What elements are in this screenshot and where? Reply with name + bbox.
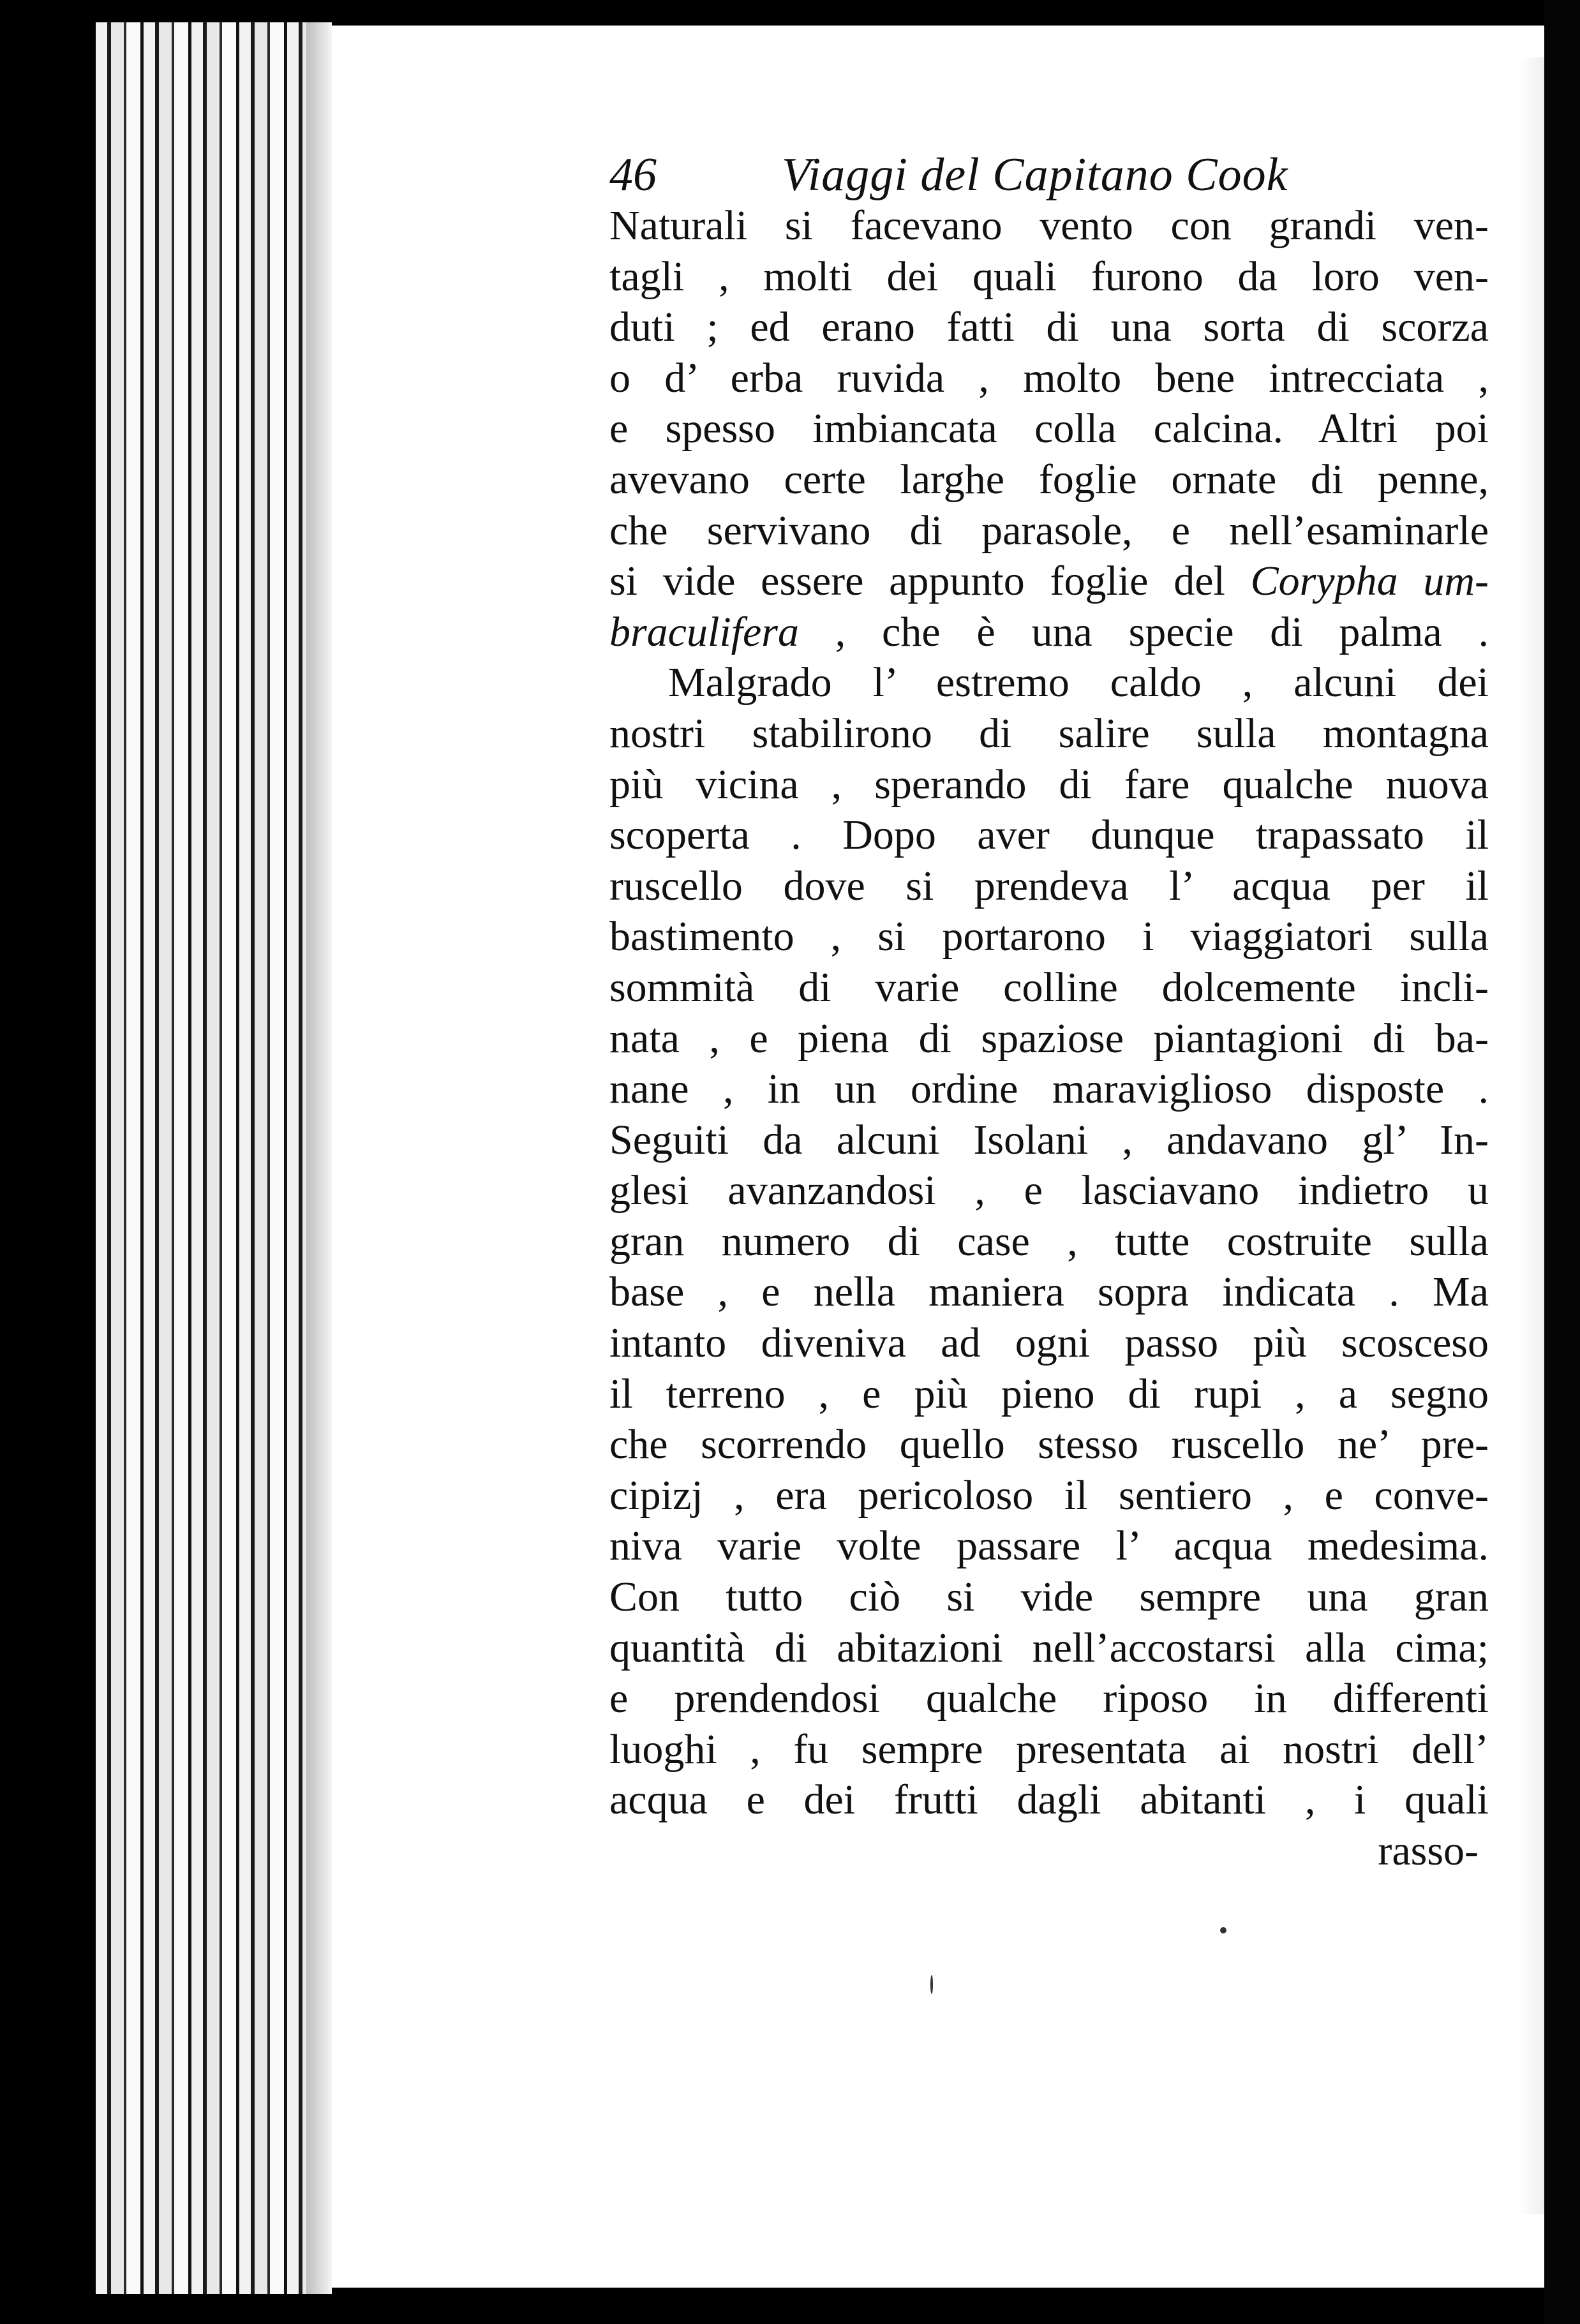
text-line <box>609 607 1489 658</box>
line-text: che servivano di parasole, e nell’esaminarle <box>609 507 1489 554</box>
line-text: e spesso imbiancata colla calcina. Altri poi <box>609 405 1489 452</box>
text-line <box>609 1521 1489 1572</box>
italic-term: braculifera <box>609 608 799 655</box>
line-text: il terreno , e più pieno di rupi , a segno <box>609 1370 1489 1417</box>
text-line <box>609 1673 1489 1724</box>
line-text: e prendendosi qualche riposo in differenti <box>609 1675 1489 1722</box>
text-line <box>609 1572 1489 1623</box>
line-text: Naturali si facevano vento con grandi ven- <box>609 202 1489 249</box>
text-line <box>609 1775 1489 1826</box>
text-line <box>609 1216 1489 1267</box>
text-line <box>609 505 1489 556</box>
text-line <box>609 1419 1489 1470</box>
body-text <box>609 200 1503 1826</box>
line-text: niva varie volte passare l’ acqua medesima. <box>609 1523 1489 1570</box>
line-text: intanto diveniva ad ogni passo più scosceso <box>609 1320 1489 1367</box>
page-edges <box>96 22 332 2294</box>
text-line <box>609 810 1489 861</box>
line-text: gran numero di case , tutte costruite sulla <box>609 1218 1489 1265</box>
text-line <box>609 1267 1489 1318</box>
text-line <box>609 1623 1489 1674</box>
line-text: Seguiti da alcuni Isolani , andavano gl’ In- <box>609 1116 1489 1163</box>
text-line <box>609 708 1489 759</box>
text-line <box>609 200 1489 251</box>
line-text: cipizj , era pericoloso il sentiero , e conve- <box>609 1471 1489 1519</box>
running-header <box>609 148 1503 200</box>
scan-border-right <box>1544 0 1580 2324</box>
text-line <box>609 403 1489 454</box>
italic-term: Corypha um- <box>1250 558 1489 605</box>
speck <box>1220 1927 1226 1933</box>
line-text: nata , e piena di spaziose piantagioni di ba- <box>609 1015 1489 1062</box>
line-text: glesi avanzandosi , e lasciavano indietro u <box>609 1167 1489 1214</box>
text-line <box>609 1470 1489 1521</box>
line-text: acqua e dei frutti dagli abitanti , i quali <box>609 1777 1489 1824</box>
text-line <box>609 861 1489 912</box>
line-text: quantità di abitazioni nell’accostarsi alla cima; <box>609 1624 1489 1671</box>
line-text: nane , in un ordine maraviglioso disposte . <box>609 1066 1489 1113</box>
line-text: , che è una specie di palma . <box>798 608 1489 655</box>
text-line <box>609 1013 1489 1064</box>
line-text: nostri stabilirono di salire sulla montagna <box>609 710 1489 757</box>
line-text: tagli , molti dei quali furono da loro ven- <box>609 253 1489 300</box>
line-text: si vide essere appunto foglie del <box>609 558 1251 605</box>
line-text: duti ; ed erano fatti di una sorta di scorza <box>609 304 1489 351</box>
text-line <box>609 251 1489 302</box>
text-line <box>609 911 1489 962</box>
text-line <box>609 962 1489 1013</box>
catchword: rasso- <box>1378 1828 1479 1874</box>
text-line <box>609 1165 1489 1216</box>
line-text: base , e nella maniera sopra indicata . Ma <box>609 1269 1489 1316</box>
line-text: che scorrendo quello stesso ruscello ne’ pre- <box>609 1421 1489 1468</box>
text-line <box>609 302 1489 353</box>
text-line <box>609 1115 1489 1166</box>
text-line <box>609 1318 1489 1369</box>
line-text: ruscello dove si prendeva l’ acqua per il <box>609 862 1489 909</box>
line-text: bastimento , si portarono i viaggiatori sulla <box>609 913 1489 960</box>
line-text: o d’ erba ruvida , molto bene intrecciata , <box>609 354 1489 401</box>
line-text: più vicina , sperando di fare qualche nuova <box>609 761 1489 808</box>
line-text: Malgrado l’ estremo caldo , alcuni dei <box>668 659 1489 706</box>
text-line <box>609 657 1489 708</box>
text-line <box>609 1724 1489 1775</box>
text-line <box>609 1064 1489 1115</box>
line-text: scoperta . Dopo aver dunque trapassato il <box>609 812 1489 859</box>
text-line <box>609 556 1489 607</box>
page-number: 46 <box>609 149 657 201</box>
speck <box>930 1975 933 1994</box>
line-text: avevano certe larghe foglie ornate di penne, <box>609 456 1489 503</box>
running-title: Viaggi del Capitano Cook <box>782 149 1288 201</box>
page-text <box>609 148 1503 1877</box>
line-text: luoghi , fu sempre presentata ai nostri dell’ <box>609 1725 1489 1773</box>
text-line <box>609 454 1489 505</box>
text-line <box>609 353 1489 404</box>
text-line <box>609 1369 1489 1420</box>
line-text: sommità di varie colline dolcemente incli- <box>609 964 1489 1011</box>
line-text: Con tutto ciò si vide sempre una gran <box>609 1574 1489 1621</box>
gutter-shadow <box>306 22 332 2294</box>
text-line <box>609 759 1489 810</box>
